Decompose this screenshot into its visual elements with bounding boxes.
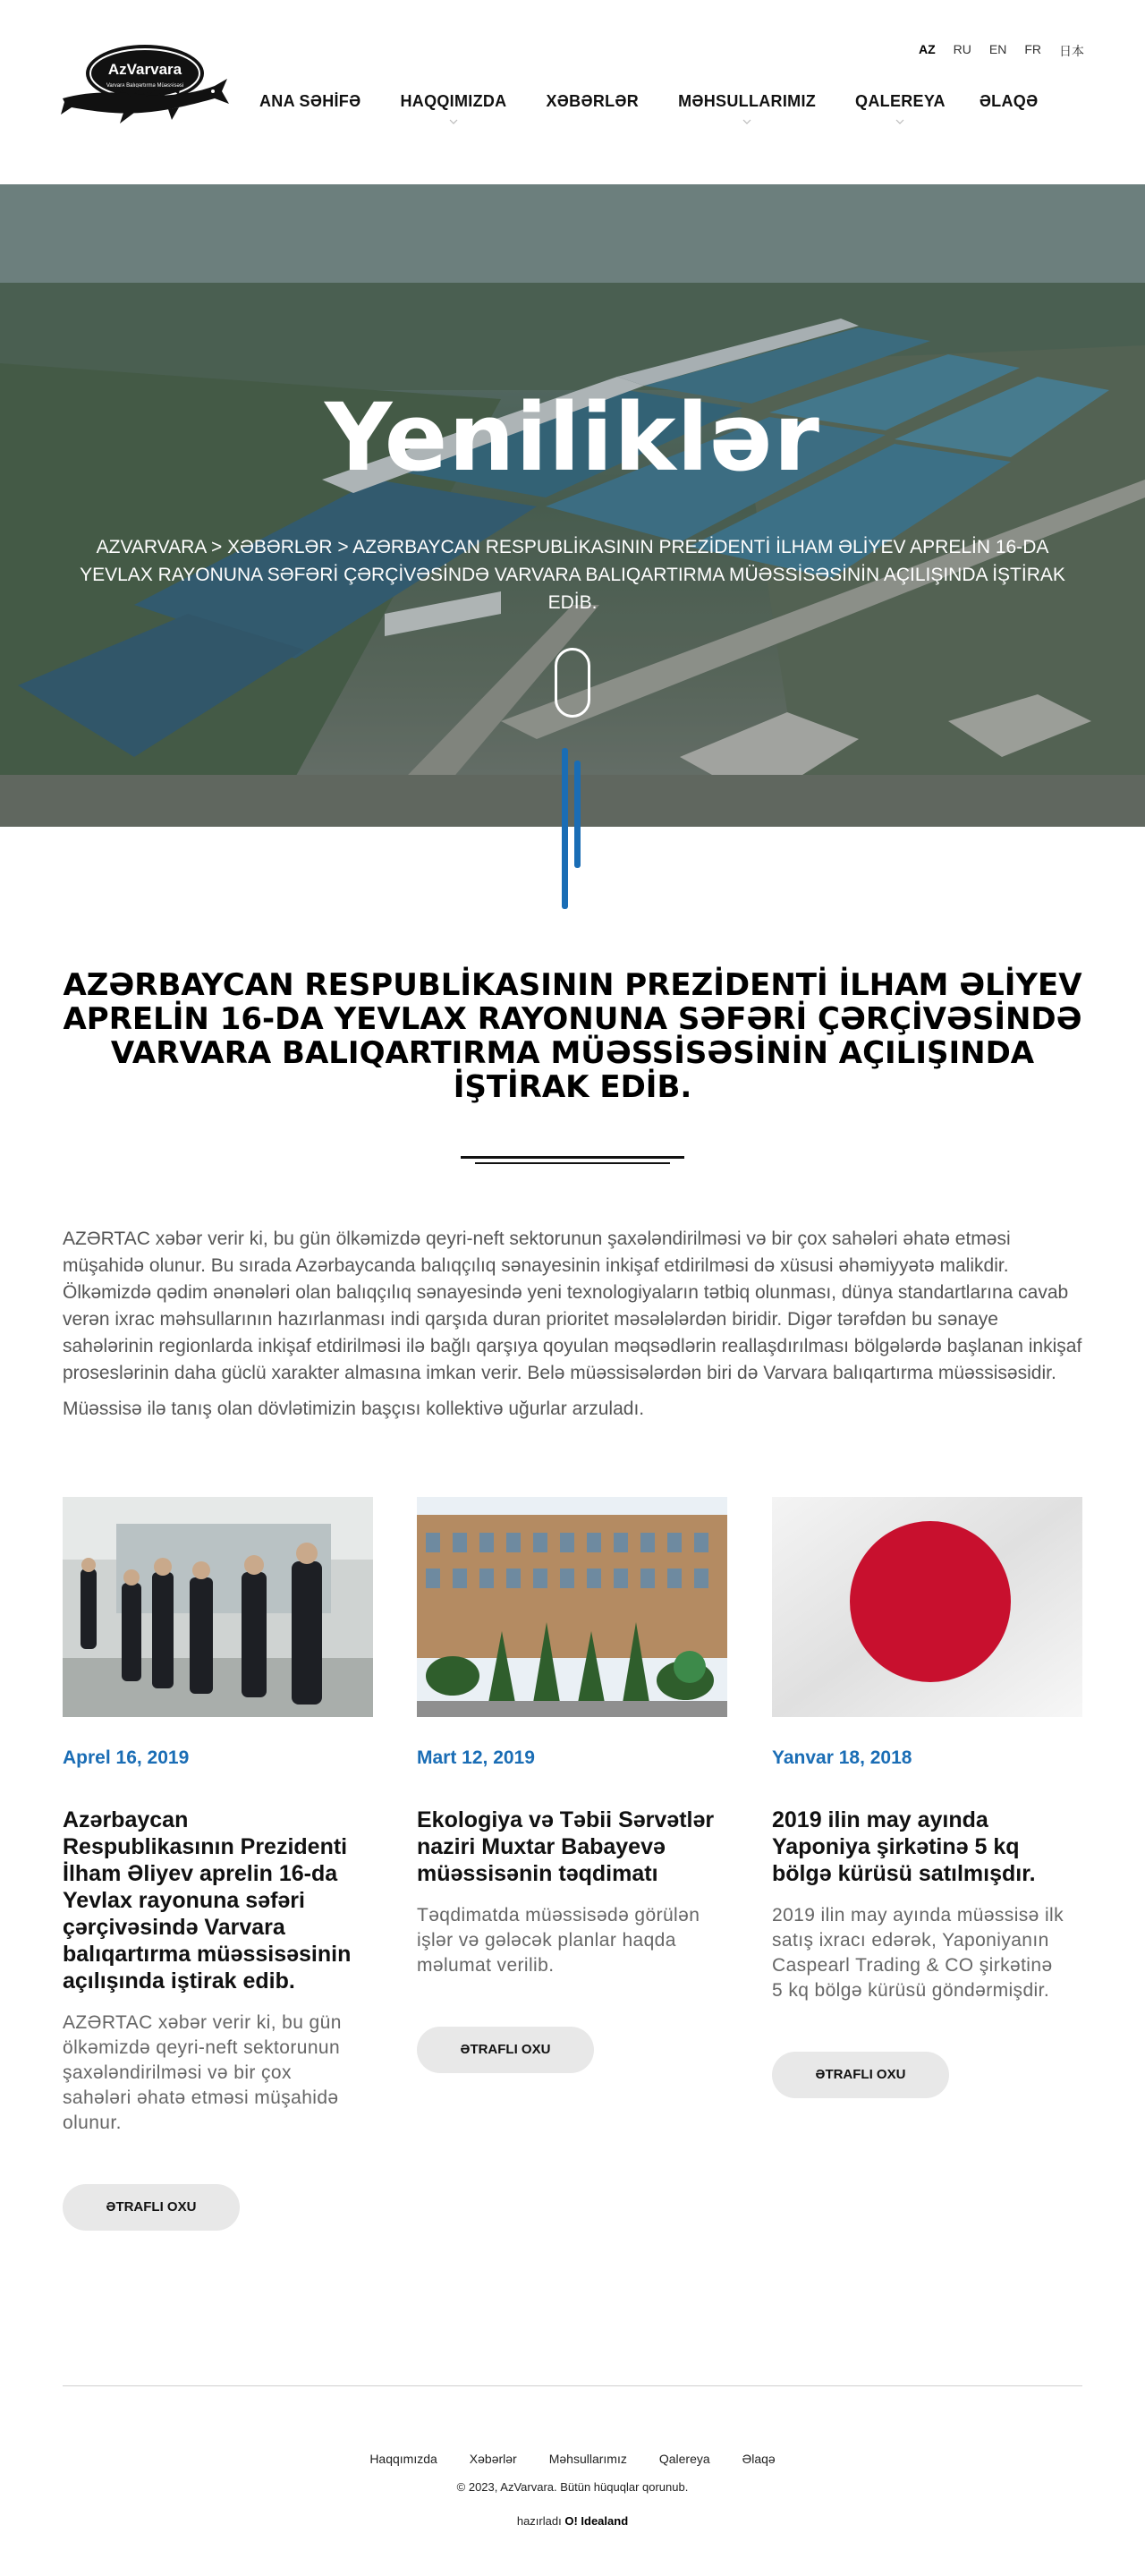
news-excerpt: AZƏRTAC xəbər verir ki, bu gün ölkəmizdə qeyri-neft sektorunun şaxələndirilməsi və bir çox sahələri əhatə etməsi müşahidə olunur. [63, 2012, 342, 2133]
nav-item-products[interactable] [678, 92, 816, 111]
nav-label: MƏHSULLARIMIZ [678, 92, 817, 110]
nav-label: ƏLAQƏ [979, 92, 1039, 110]
footer-nav [0, 2452, 1145, 2466]
news-title[interactable]: Azərbaycan Respublikasının Prezidenti İlham Əliyev aprelin 16-da Yevlax rayonuna səfəri çərçivəsində Varvara balıqartırma müəssisəsinin açılışında iştirak edib. [63, 1807, 352, 1994]
read-more-button[interactable]: ƏTRAFLI OXU [63, 2184, 240, 2231]
nav-label: QALEREYA [855, 92, 946, 110]
lang-en[interactable]: EN [988, 42, 1007, 56]
footer-divider [63, 2385, 1082, 2386]
nav-item-home[interactable] [259, 92, 360, 111]
made-by-prefix: hazırladı [516, 2514, 562, 2528]
read-more-button[interactable]: ƏTRAFLI OXU [417, 2027, 594, 2073]
news-title[interactable]: 2019 ilin may ayında Yaponiya şirkətinə 5 kq bölgə kürüsü satılmışdır. [772, 1807, 1036, 1886]
news-card-image[interactable] [63, 1497, 373, 1717]
news-date: Aprel 16, 2019 [63, 1747, 190, 1768]
news-card [63, 1497, 373, 2231]
title-divider [461, 1156, 684, 1165]
footer-link-news[interactable]: Xəbərlər [469, 2452, 517, 2466]
read-more-button[interactable]: ƏTRAFLI OXU [772, 2052, 949, 2098]
language-switcher [919, 42, 1084, 60]
news-card-image[interactable] [417, 1497, 727, 1717]
hero-overlay [0, 184, 1145, 827]
footer-link-gallery[interactable]: Qalereya [658, 2452, 710, 2466]
chevron-down-icon [742, 117, 751, 126]
footer-link-products[interactable]: Məhsullarımız [548, 2452, 627, 2466]
footer-link-about[interactable]: Haqqımızda [369, 2452, 437, 2466]
main-nav [259, 92, 1038, 111]
copyright-text: © 2023, AzVarvara. Bütün hüquqlar qorunub. [456, 2480, 689, 2494]
nav-label: ANA SƏHİFƏ [259, 92, 361, 110]
site-logo[interactable] [61, 41, 231, 141]
news-title[interactable]: Ekologiya və Təbii Sərvətlər naziri Muxtar Babayevə müəssisənin təqdimatı [417, 1807, 715, 1886]
chevron-down-icon [895, 117, 904, 126]
lang-ja[interactable]: 日本 [1059, 44, 1084, 58]
nav-item-contact[interactable] [980, 92, 1039, 111]
logo-subtext: Varvara Balıqartırma Müəssisəsi [106, 83, 184, 89]
breadcrumb[interactable]: AZVARVARA > XƏBƏRLƏR > AZƏRBAYCAN RESPUBLİKASININ PREZİDENTİ İLHAM ƏLİYEV APRELİN 16-DA YEVLAX RAYONUNA SƏFƏRİ ÇƏRÇİVƏSİNDƏ VARVARA BALIQARTIRMA MÜƏSSİSƏSİNİN AÇILIŞINDA İŞTİRAK EDİB. [80, 537, 1065, 613]
nav-item-gallery[interactable] [855, 92, 946, 111]
hero-banner [0, 184, 1145, 827]
made-by [0, 2514, 1145, 2528]
news-excerpt: Təqdimatda müəssisədə görülən işlər və gələcək planlar haqda məlumat verilib. [417, 1905, 700, 1976]
news-card [417, 1497, 727, 2073]
chevron-down-icon [449, 117, 458, 126]
nav-label: HAQQIMIZDA [400, 92, 507, 110]
decorative-lines-icon [555, 748, 590, 909]
japan-flag-image[interactable] [772, 1497, 1082, 1717]
lang-fr[interactable]: FR [1024, 42, 1041, 56]
lang-az[interactable]: AZ [918, 42, 936, 56]
nav-item-news[interactable] [546, 92, 639, 111]
nav-item-about[interactable] [400, 92, 506, 111]
scroll-down-icon[interactable] [555, 648, 590, 718]
logo-text: AzVarvara [107, 61, 182, 78]
news-date: Yanvar 18, 2018 [772, 1747, 912, 1768]
page-title: Yeniliklər [325, 383, 820, 492]
news-card [772, 1497, 1082, 2098]
article-title: AZƏRBAYCAN RESPUBLİKASININ PREZİDENTİ İLHAM ƏLİYEV APRELİN 16-DA YEVLAX RAYONUNA SƏFƏRİ ÇƏRÇİVƏSİNDƏ VARVARA BALIQARTIRMA MÜƏSSİSƏSİNİN AÇILIŞINDA İŞTİRAK EDİB. [63, 967, 1082, 1105]
made-by-link[interactable]: O! Idealand [564, 2514, 629, 2528]
footer-link-contact[interactable]: Əlaqə [742, 2452, 776, 2466]
article-paragraph: AZƏRTAC xəbər verir ki, bu gün ölkəmizdə qeyri-neft sektorunun şaxələndirilməsi və bir çox sahələri əhatə etməsi müşahidə olunur. Bu sırada Azərbaycanda balıqçılıq sənayesinin inkişaf etdirilməsi də xüsusi əhəmiyyətə malikdir. Ölkəmizdə qədim ənənələri olan balıqçılıq sənayesində yeni texnologiyaların tətbiq olunması, dünya standartlarına cavab verən ixrac məhsullarının hazırlanması indi qarşıda duran prioritet məsələlərdən biridir. Digər tərəfdən bu sənaye sahələrinin regionlarda inkişaf etdirilməsi ilə bağlı qarşıya qoyulan məqsədlərin reallaşdırılması bölgələrdə başlanan inkişaf proseslərinin daha güclü xarakter almasına imkan verir. Belə müəssisələrdən biri də Varvara balıqartırma müəssisəsidir. [63, 1228, 1082, 1383]
article-paragraph: Müəssisə ilə tanış olan dövlətimizin başçısı kollektivə uğurlar arzuladı. [63, 1399, 645, 1419]
news-date: Mart 12, 2019 [417, 1747, 535, 1768]
article-body [63, 1226, 1082, 1432]
news-excerpt: 2019 ilin may ayında müəssisə ilk satış ixracı edərək, Yaponiyanın Caspearl Trading & CO şirkətinə 5 kq bölgə kürüsü göndərmişdir. [772, 1905, 1064, 2001]
lang-ru[interactable]: RU [953, 42, 971, 56]
site-header [0, 0, 1145, 184]
nav-label: XƏBƏRLƏR [546, 92, 640, 110]
